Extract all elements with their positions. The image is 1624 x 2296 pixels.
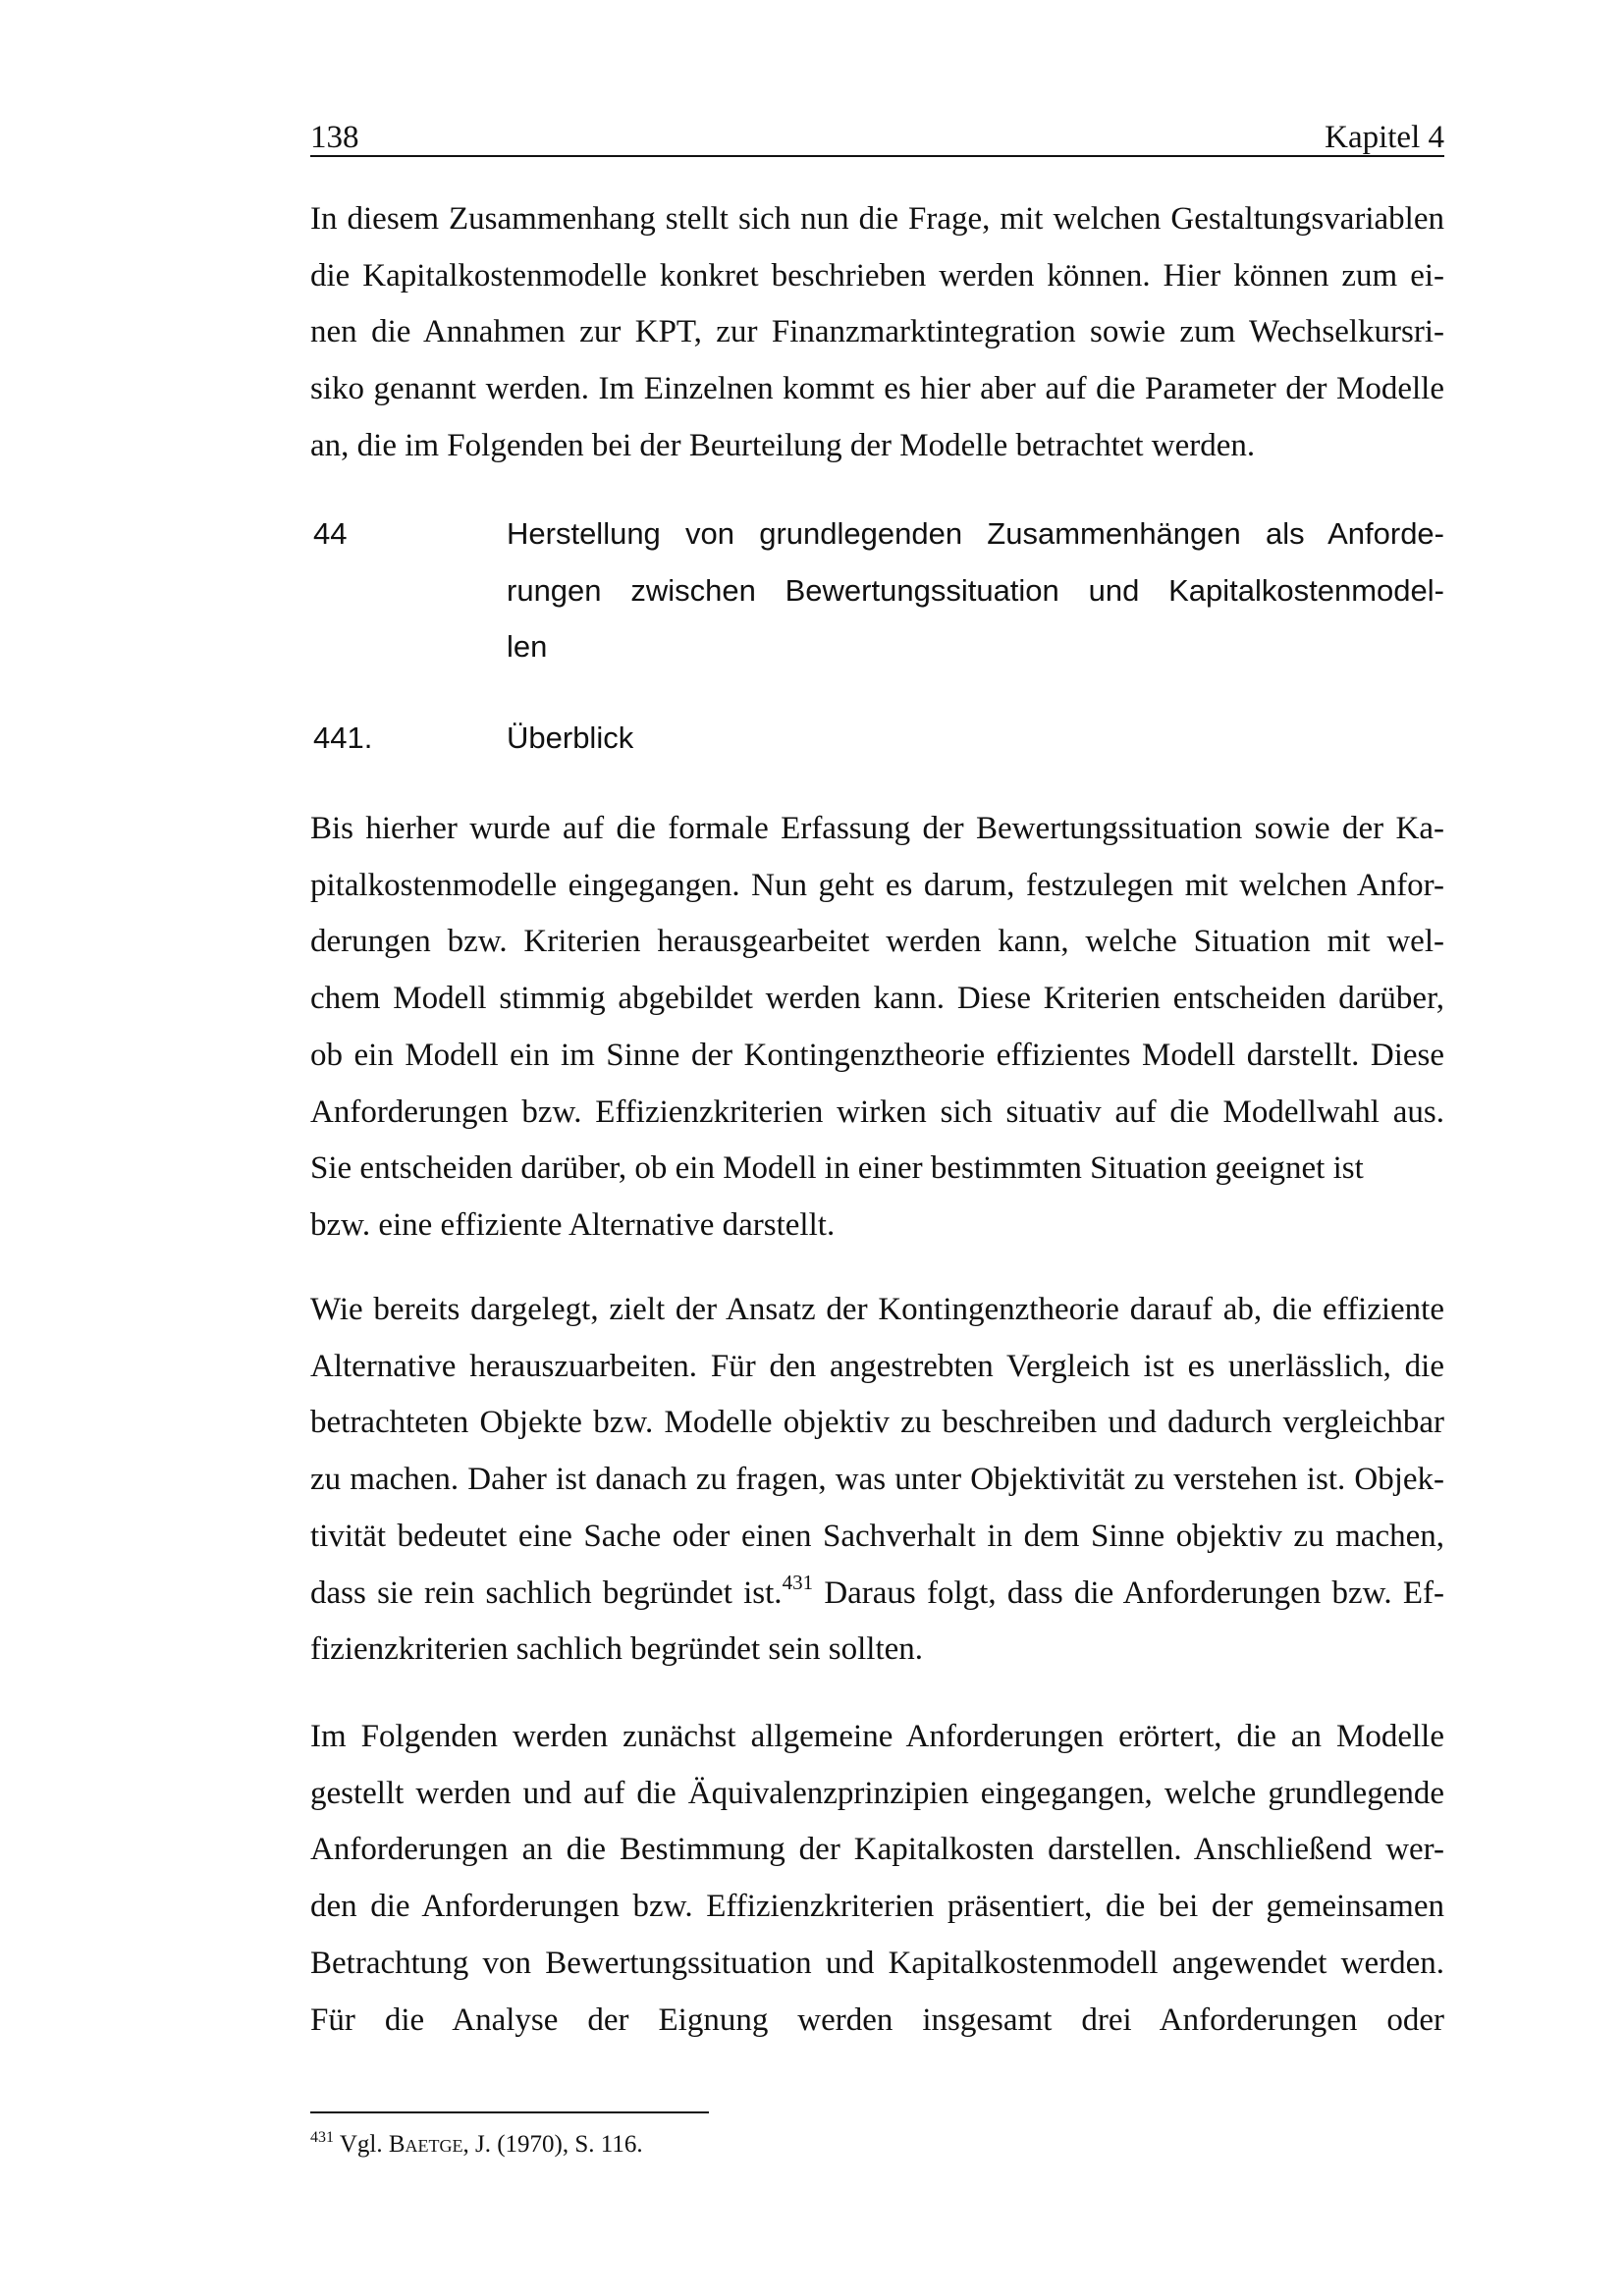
- text-segment: Daraus folgt, dass die Anforderungen bzw. Ef-: [813, 1575, 1444, 1611]
- text-line: Bis hierher wurde auf die formale Erfassung der Bewertungssituation sowie der Ka-: [310, 811, 1444, 846]
- footnote-reference: 431: [782, 1570, 814, 1594]
- text-line: bzw. eine effiziente Alternative darstellt.: [310, 1206, 836, 1243]
- text-line: Wie bereits dargelegt, zielt der Ansatz der Kontingenztheorie darauf ab, die effiziente: [310, 1292, 1444, 1327]
- chapter-title: Kapitel 4: [1325, 120, 1444, 155]
- heading-line: len: [507, 629, 548, 665]
- text-line: ob ein Modell ein im Sinne der Kontingenztheorie effizientes Modell darstellt. Diese: [310, 1037, 1444, 1073]
- text-line: tivität bedeutet eine Sache oder einen Sachverhalt in dem Sinne objektiv zu machen,: [310, 1518, 1444, 1554]
- text-line: siko genannt werden. Im Einzelnen kommt es hier aber auf die Parameter der Modelle: [310, 371, 1444, 407]
- footnote-rule: [310, 2111, 709, 2113]
- text-line: betrachteten Objekte bzw. Modelle objektiv zu beschreiben und dadurch vergleichbar: [310, 1405, 1444, 1441]
- text-segment: dass sie rein sachlich begründet ist.: [310, 1575, 783, 1611]
- header-rule: [310, 155, 1444, 157]
- text-line: gestellt werden und auf die Äquivalenzprinzipien eingegangen, welche grundlegende: [310, 1775, 1444, 1811]
- heading-line: Herstellung von grundlegenden Zusammenhängen als Anforde-: [507, 516, 1444, 551]
- text-line: Sie entscheiden darüber, ob ein Modell in einer bestimmten Situation geeignet ist: [310, 1150, 1364, 1187]
- text-line: Alternative herauszuarbeiten. Für den angestrebten Vergleich ist es unerlässlich, die: [310, 1348, 1444, 1384]
- text-line: chem Modell stimmig abgebildet werden kann. Diese Kriterien entscheiden darüber,: [310, 981, 1444, 1017]
- text-line: Anforderungen an die Bestimmung der Kapitalkosten darstellen. Anschließend wer-: [310, 1832, 1444, 1868]
- heading-number: 44: [313, 516, 348, 551]
- text-line: zu machen. Daher ist danach zu fragen, was unter Objektivität zu verstehen ist. Objek-: [310, 1462, 1444, 1498]
- text-line: Im Folgenden werden zunächst allgemeine Anforderungen erörtert, die an Modelle: [310, 1719, 1444, 1754]
- heading-line: Überblick: [507, 721, 634, 755]
- footnote-number: 431: [310, 2129, 334, 2146]
- page-number: 138: [310, 120, 359, 155]
- text-line: [310, 1565, 1444, 1622]
- text-line: derungen bzw. Kriterien herausgearbeitet werden kann, welche Situation mit wel-: [310, 924, 1444, 960]
- footnote-rest: , J. (1970), S. 116.: [462, 2131, 643, 2158]
- heading-number: 441.: [313, 721, 373, 755]
- footnote-prefix: Vgl.: [339, 2131, 389, 2158]
- text-line: fizienzkriterien sachlich begründet sein sollten.: [310, 1631, 924, 1668]
- text-line: In diesem Zusammenhang stellt sich nun die Frage, mit welchen Gestaltungsvariablen: [310, 201, 1444, 237]
- footnote-author: Baetge: [388, 2131, 463, 2158]
- text-line: pitalkostenmodelle eingegangen. Nun geht es darum, festzulegen mit welchen Anfor-: [310, 867, 1444, 903]
- text-line: Anforderungen bzw. Effizienzkriterien wirken sich situativ auf die Modellwahl aus.: [310, 1094, 1444, 1130]
- text-line: die Kapitalkostenmodelle konkret beschrieben werden können. Hier können zum ei-: [310, 257, 1444, 294]
- text-line: Für die Analyse der Eignung werden insgesamt drei Anforderungen oder: [310, 2002, 1444, 2038]
- heading-line: rungen zwischen Bewertungssituation und Kapitalkostenmodel-: [507, 572, 1444, 608]
- text-line: den die Anforderungen bzw. Effizienzkriterien präsentiert, die bei der gemeinsamen: [310, 1889, 1444, 1925]
- text-line: an, die im Folgenden bei der Beurteilung der Modelle betrachtet werden.: [310, 427, 1256, 463]
- footnote: [310, 2128, 643, 2162]
- text-line: nen die Annahmen zur KPT, zur Finanzmarktintegration sowie zum Wechselkursri-: [310, 314, 1444, 350]
- text-line: Betrachtung von Bewertungssituation und Kapitalkostenmodell angewendet werden.: [310, 1945, 1444, 1981]
